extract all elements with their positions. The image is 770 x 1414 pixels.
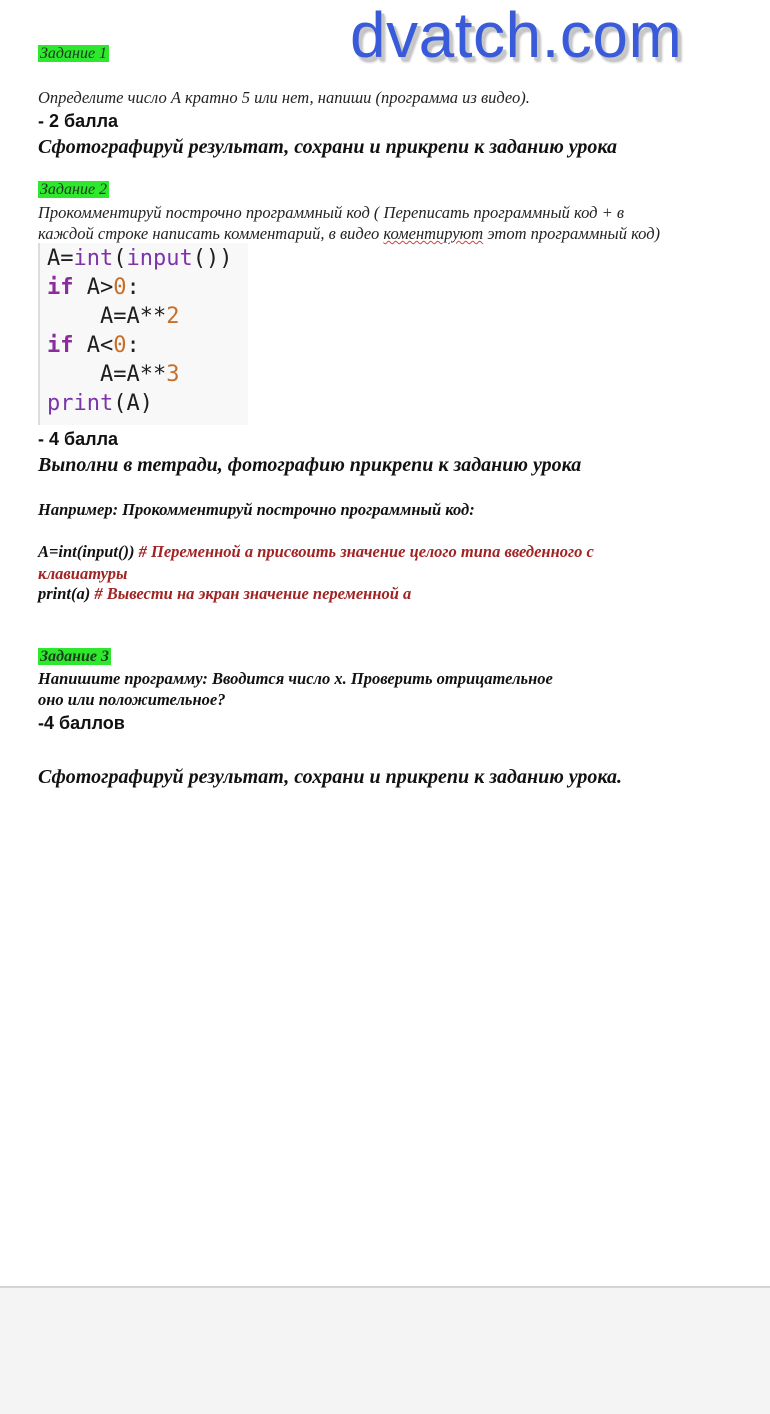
task1-instruction: Сфотографируй результат, сохрани и прикрепи к заданию урока: [38, 136, 618, 158]
task2-section: [38, 181, 109, 199]
code-line-4: if A<0:: [47, 333, 140, 358]
task2-label: Задание 2: [40, 181, 108, 198]
task1-text: Определите число А кратно 5 или нет, напиши (программа из видео).: [38, 88, 530, 107]
task2-text-line2: каждой строке написать комментарий, в видео коментируют этот программный код): [38, 224, 661, 243]
task1-label: Задание 1: [40, 45, 108, 62]
task1-score: - 2 балла: [38, 111, 119, 131]
task2-text-line1: Прокомментируй построчно программный код ( Переписать программный код + в: [38, 203, 625, 222]
example-line-1: A=int(input()) # Переменной а присвоить значение целого типа введенного с: [38, 542, 594, 561]
task2-instruction: Выполни в тетради, фотографию прикрепи к заданию урока: [38, 454, 582, 476]
task1-section: [38, 45, 109, 63]
task3-text-line2: оно или положительное?: [38, 690, 226, 709]
viewer-bottom-area: [0, 1286, 770, 1414]
watermark: dvatch.com: [350, 0, 683, 71]
code-line-5: A=A**3: [47, 362, 180, 387]
example-line-2: клавиатуры: [38, 564, 128, 583]
code-line-2: if A>0:: [47, 275, 140, 300]
task3-score: -4 баллов: [38, 713, 125, 733]
task2-score: - 4 балла: [38, 429, 119, 449]
example-heading: Например: Прокомментируй построчно программный код:: [38, 500, 475, 519]
task3-instruction: Сфотографируй результат, сохрани и прикрепи к заданию урока.: [38, 766, 623, 788]
example-line-3: print(a) # Вывести на экран значение переменной а: [38, 584, 412, 603]
code-snippet-image: [38, 243, 248, 425]
task3-label: Задание 3: [40, 648, 109, 665]
task3-text-line1: Напишите программу: Вводится число х. Проверить отрицательное: [38, 669, 553, 688]
code-line-1: A=int(input()): [47, 246, 233, 271]
code-line-6: print(A): [47, 391, 153, 416]
code-line-3: A=A**2: [47, 304, 180, 329]
task3-section: [38, 648, 111, 666]
misspelled-word: коментируют: [383, 224, 484, 243]
